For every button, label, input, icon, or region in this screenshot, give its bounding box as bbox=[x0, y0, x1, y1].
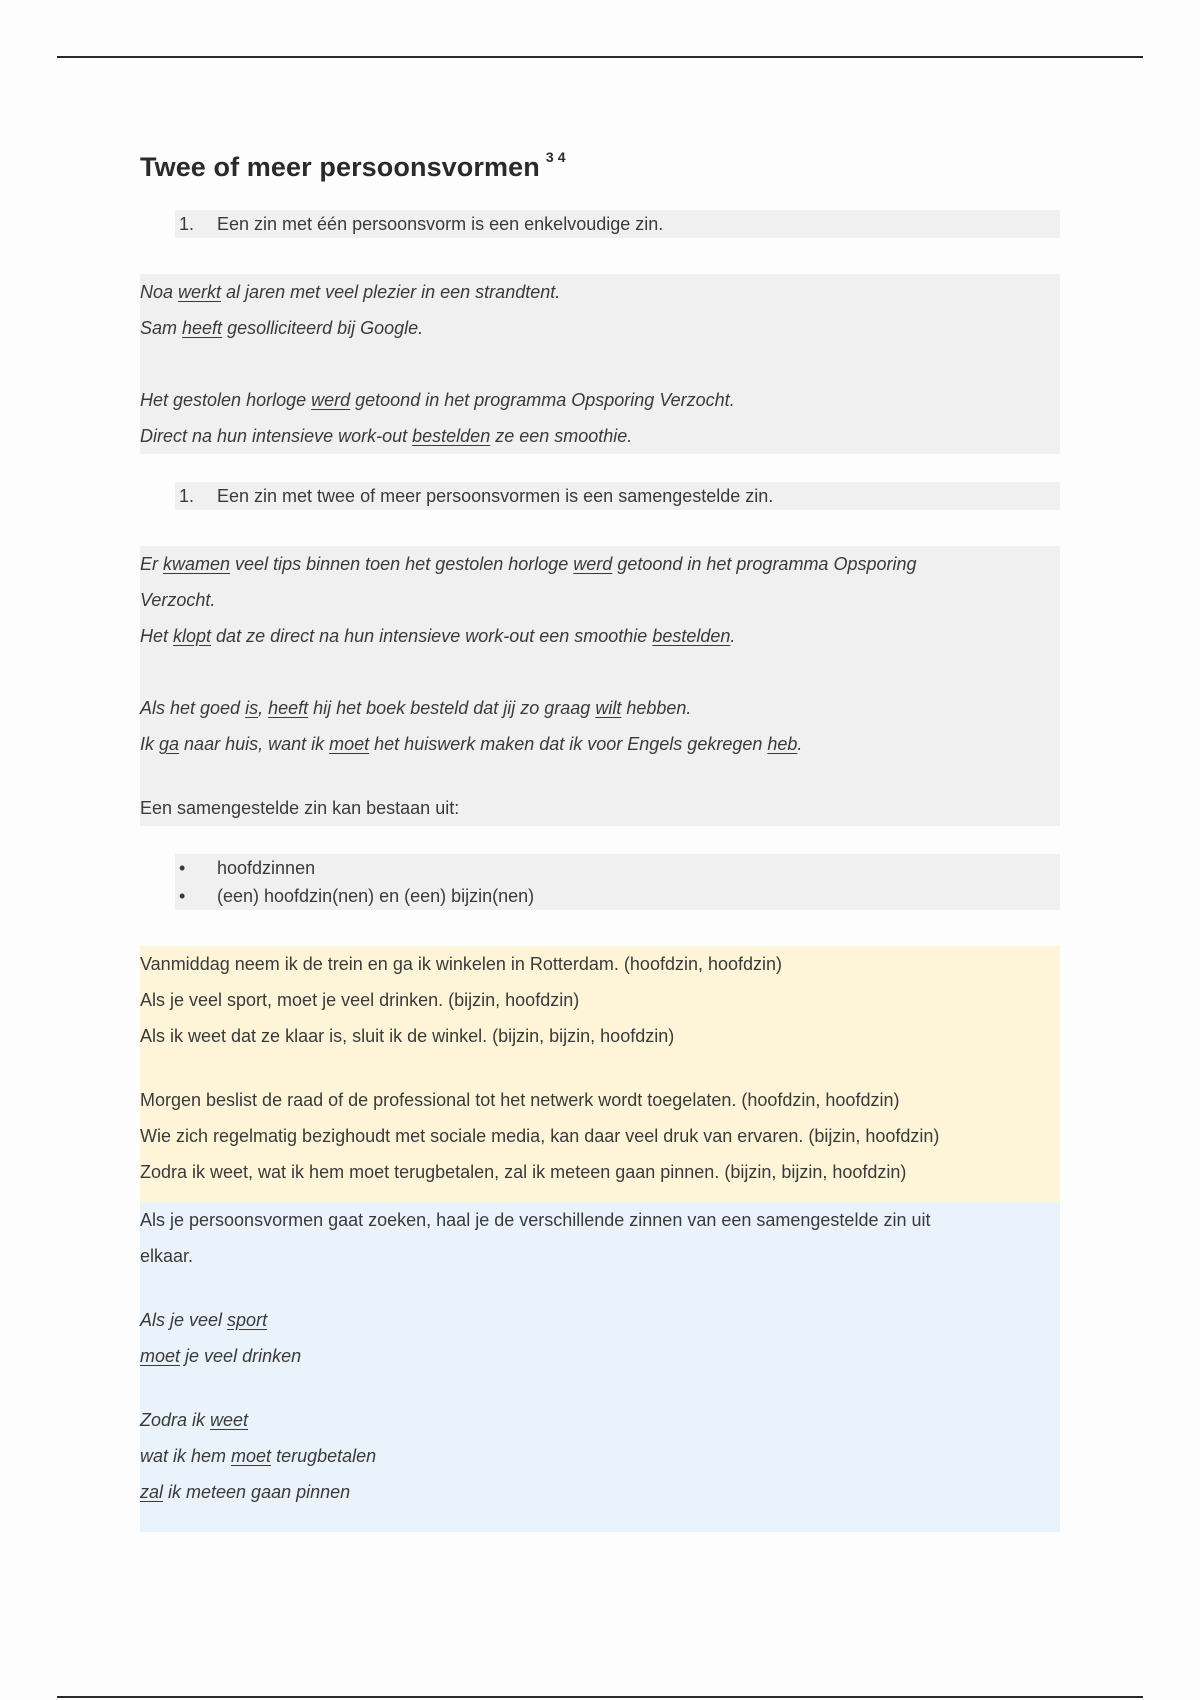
example-line: Er kwamen veel tips binnen toen het gestolen horloge werd getoond in het programma Opsporing bbox=[140, 554, 917, 574]
rule-1-number: 1. bbox=[179, 214, 195, 234]
top-rule bbox=[57, 56, 1143, 58]
example-line-continued: Verzocht. bbox=[140, 590, 216, 610]
split-clause: Zodra ik weet bbox=[140, 1410, 249, 1430]
footnote-refs: 3 4 bbox=[545, 149, 566, 165]
tip-block bbox=[140, 1202, 1060, 1532]
example-line: Sam heeft gesolliciteerd bij Google. bbox=[140, 318, 424, 338]
example-line: Als ik weet dat ze klaar is, sluit ik de winkel. (bijzin, bijzin, hoofdzin) bbox=[140, 1026, 675, 1046]
example-line: Het klopt dat ze direct na hun intensieve work-out een smoothie bestelden. bbox=[140, 626, 736, 646]
list-item: • hoofdzinnen bbox=[179, 858, 316, 878]
example-line: Het gestolen horloge werd getoond in het programma Opsporing Verzocht. bbox=[140, 390, 735, 410]
rule-2 bbox=[175, 482, 1060, 510]
example-line: Ik ga naar huis, want ik moet het huiswerk maken dat ik voor Engels gekregen heb. bbox=[140, 734, 803, 754]
example-line: Als het goed is, heeft hij het boek besteld dat jij zo graag wilt hebben. bbox=[140, 698, 692, 718]
example-line: Morgen beslist de raad of de professional tot het netwerk wordt toegelaten. (hoofdzin, hoofdzin) bbox=[140, 1090, 900, 1110]
bottom-rule bbox=[57, 1696, 1143, 1698]
rule-2-number: 1. bbox=[179, 486, 195, 506]
page-title: Twee of meer persoonsvormen $^{3 4}$ bbox=[140, 149, 566, 182]
list-item: • (een) hoofdzin(nen) en (een) bijzin(nen) bbox=[179, 886, 535, 906]
example-line: Noa werkt al jaren met veel plezier in een strandtent. bbox=[140, 282, 561, 302]
compound-intro: Een samengestelde zin kan bestaan uit: bbox=[140, 798, 460, 818]
document-body bbox=[140, 140, 1060, 1532]
rule-1-text: Een zin met één persoonsvorm is een enkelvoudige zin. bbox=[217, 214, 664, 234]
example-line: Wie zich regelmatig bezighoudt met sociale media, kan daar veel druk van ervaren. (bijzin, hoofdzin) bbox=[140, 1126, 940, 1146]
split-clause: Als je veel sport bbox=[140, 1310, 268, 1330]
split-clause: zal ik meteen gaan pinnen bbox=[140, 1482, 351, 1502]
example-line: Zodra ik weet, wat ik hem moet terugbetalen, zal ik meteen gaan pinnen. (bijzin, bijzin, hoofdzin) bbox=[140, 1162, 907, 1182]
examples-simple-sentences bbox=[140, 274, 1060, 454]
tip-text-continued: elkaar. bbox=[140, 1246, 194, 1266]
rule-2-text: Een zin met twee of meer persoonsvormen is een samengestelde zin. bbox=[217, 486, 774, 506]
examples-compound-sentences bbox=[140, 546, 1060, 826]
split-clause: wat ik hem moet terugbetalen bbox=[140, 1446, 377, 1466]
split-clause: moet je veel drinken bbox=[140, 1346, 302, 1366]
example-line: Vanmiddag neem ik de trein en ga ik winkelen in Rotterdam. (hoofdzin, hoofdzin) bbox=[140, 954, 783, 974]
bullet-list bbox=[175, 854, 1060, 910]
compound-examples-highlight bbox=[140, 946, 1060, 1202]
rule-1 bbox=[175, 210, 1060, 238]
example-line: Als je veel sport, moet je veel drinken. (bijzin, hoofdzin) bbox=[140, 990, 580, 1010]
tip-text: Als je persoonsvormen gaat zoeken, haal je de verschillende zinnen van een samengestelde zin uit bbox=[140, 1210, 931, 1230]
example-line: Direct na hun intensieve work-out bestelden ze een smoothie. bbox=[140, 426, 633, 446]
